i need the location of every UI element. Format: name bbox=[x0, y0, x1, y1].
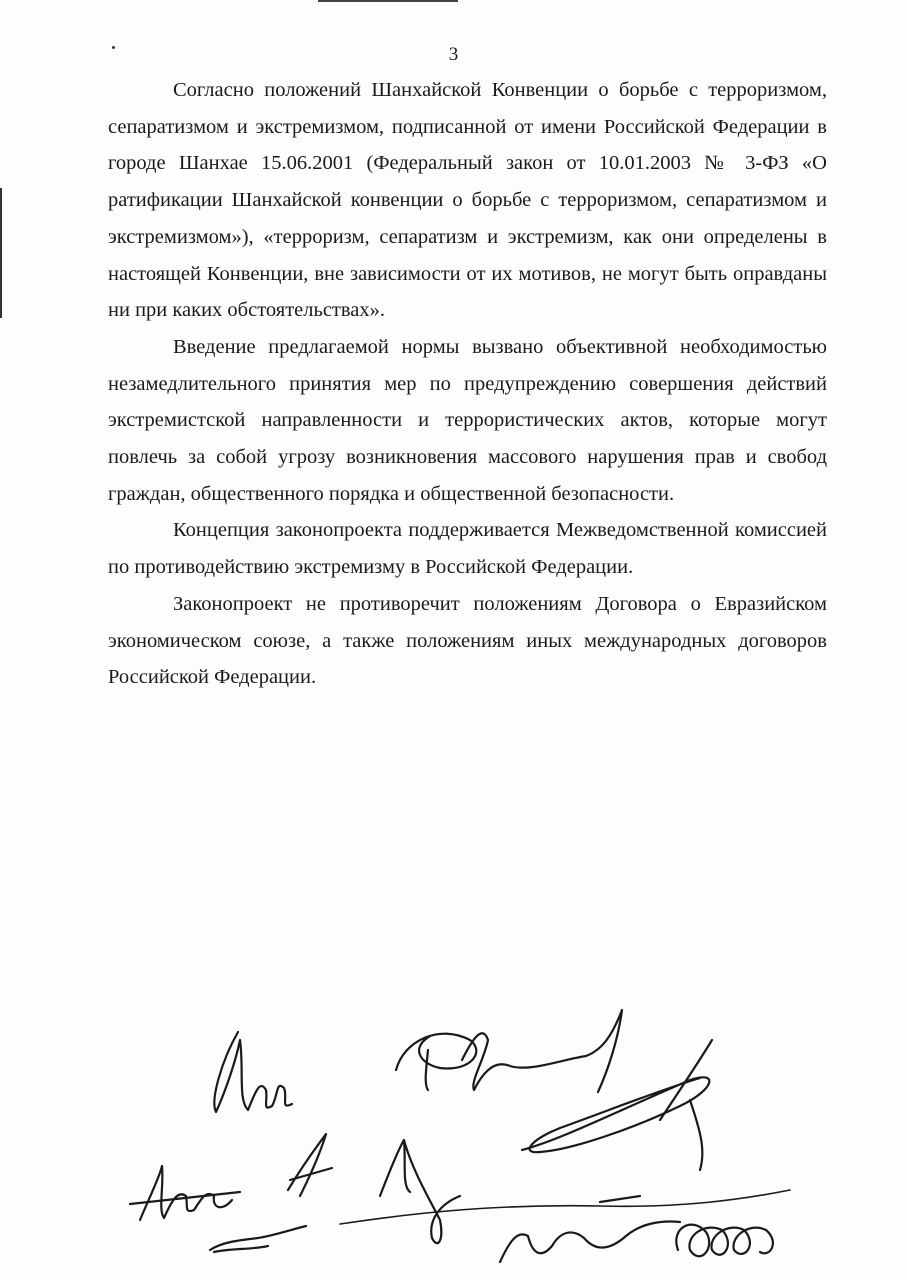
paragraph: Законопроект не противоречит положениям Договора о Евразийском экономическом союзе, а также положениям иных международных договоров Российской Федерации. bbox=[108, 592, 827, 689]
body-text bbox=[108, 72, 827, 696]
scan-edge-mark bbox=[0, 188, 2, 318]
signature-5 bbox=[210, 1226, 306, 1252]
page-number: 3 bbox=[448, 44, 459, 65]
signature-1 bbox=[214, 1032, 292, 1112]
signature-3 bbox=[522, 1040, 712, 1170]
signatures-area bbox=[0, 1000, 907, 1280]
signature-7 bbox=[380, 1140, 460, 1243]
scan-top-rule bbox=[318, 0, 458, 2]
signature-9 bbox=[676, 1225, 773, 1257]
signature-6 bbox=[288, 1134, 332, 1196]
signature-2 bbox=[396, 1010, 622, 1092]
paragraph: Согласно положений Шанхайской Конвенции о борьбе с терроризмом, сепаратизмом и экстремизмом, подписанной от имени Российской Федерации в городе Шанхае 15.06.2001 (Федеральный закон от 10.01.2003 № 3-ФЗ «О ратификации Шанхайской конвенции о борьбе с терроризмом, сепаратизмом и экстремизмом»), «терроризм, сепаратизм и экстремизм, как они определены в настоящей Конвенции, вне зависимости от их мотивов, не могут быть оправданы ни при каких обстоятельствах». bbox=[108, 79, 827, 322]
signature-baseline bbox=[340, 1190, 790, 1224]
paragraph: Введение предлагаемой нормы вызвано объективной необходимостью незамедлительного принятия мер по предупреждению совершения действий экстремистской направленности и террористических актов, которые могут повлечь за собой угрозу возникновения массового нарушения прав и свобод граждан, общественного порядка и общественной безопасности. bbox=[108, 335, 827, 505]
signature-4 bbox=[130, 1166, 240, 1220]
paragraph: Концепция законопроекта поддерживается Межведомственной комиссией по противодействию экстремизму в Российской Федерации. bbox=[108, 519, 827, 579]
